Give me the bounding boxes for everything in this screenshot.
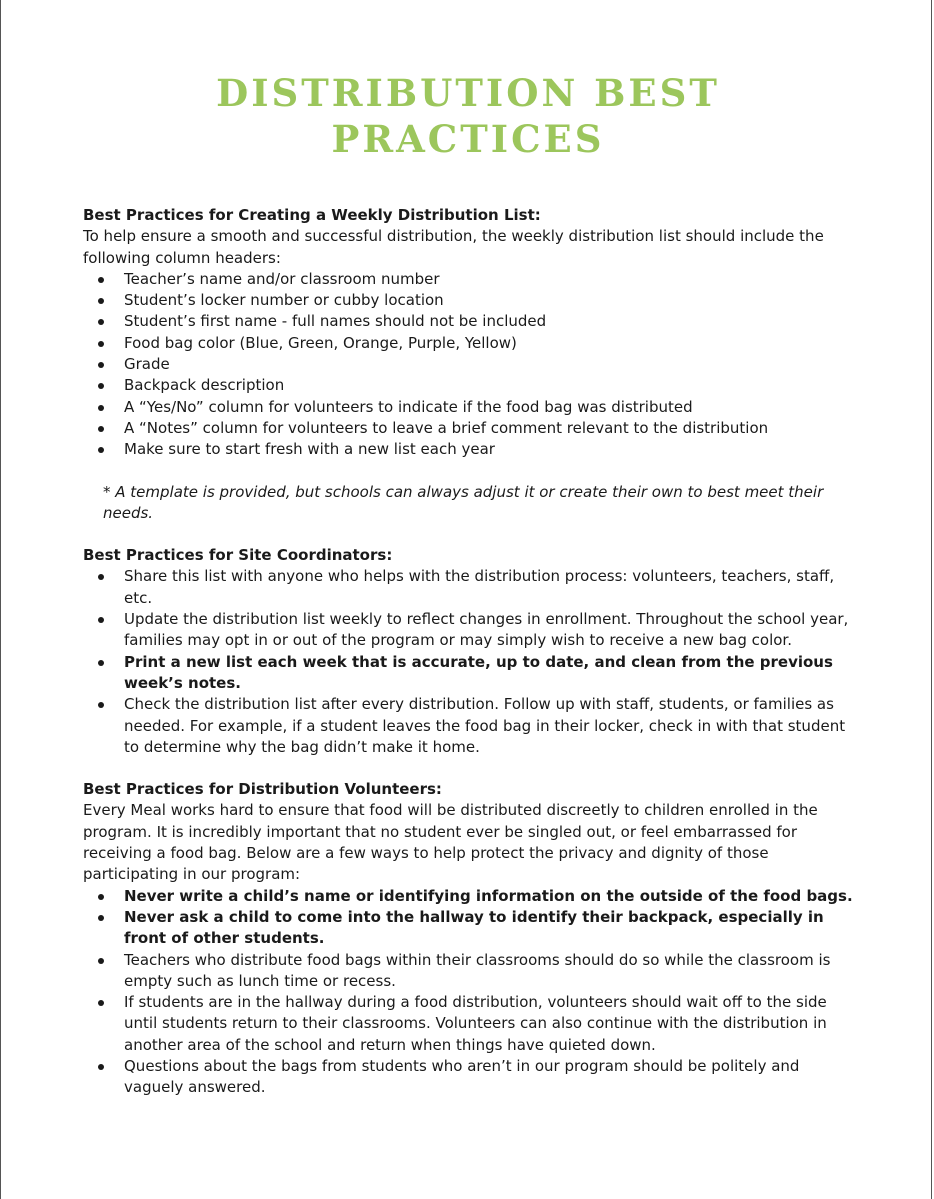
list-item: Share this list with anyone who helps with the distribution process: volunteers, teachers, staff, etc. xyxy=(124,566,863,609)
list-item: Check the distribution list after every distribution. Follow up with staff, students, or families as needed. For example, if a student leaves the food bag in their locker, check in with that student to determine why the bag didn’t make it home. xyxy=(124,694,863,758)
column-headers-list xyxy=(83,269,863,461)
site-coordinators-list xyxy=(83,566,863,758)
list-item: A “Yes/No” column for volunteers to indicate if the food bag was distributed xyxy=(124,397,863,418)
list-item: Food bag color (Blue, Green, Orange, Purple, Yellow) xyxy=(124,333,863,354)
list-item: Grade xyxy=(124,354,863,375)
list-item: Print a new list each week that is accurate, up to date, and clean from the previous week’s notes. xyxy=(124,652,863,695)
section-intro-volunteers: Every Meal works hard to ensure that food will be distributed discreetly to children enrolled in the program. It is incredibly important that no student ever be singled out, or feel embarrassed for receiving a food bag. Below are a few ways to help protect the privacy and dignity of those participating in our program: xyxy=(83,801,818,884)
volunteers-list xyxy=(83,886,863,1099)
list-item: Teachers who distribute food bags within their classrooms should do so while the classroom is empty such as lunch time or recess. xyxy=(124,950,863,993)
list-item: Backpack description xyxy=(124,375,863,396)
page-title-line-2: PRACTICES xyxy=(331,117,605,161)
list-item: Student’s locker number or cubby location xyxy=(124,290,863,311)
list-item: Student’s first name - full names should not be included xyxy=(124,311,863,332)
list-item: Never write a child’s name or identifying information on the outside of the food bags. xyxy=(124,886,863,907)
section-heading-site-coordinators: Best Practices for Site Coordinators: xyxy=(83,546,393,565)
section-spacer xyxy=(83,758,863,779)
list-item: A “Notes” column for volunteers to leave a brief comment relevant to the distribution xyxy=(124,418,863,439)
section-intro-distribution-list: To help ensure a smooth and successful distribution, the weekly distribution list should include the following column headers: xyxy=(83,227,824,267)
list-item: Never ask a child to come into the hallway to identify their backpack, especially in front of other students. xyxy=(124,907,863,950)
page-title xyxy=(1,70,934,162)
document-body xyxy=(83,205,863,1099)
list-item: Questions about the bags from students who aren’t in our program should be politely and vaguely answered. xyxy=(124,1056,863,1099)
list-item: Update the distribution list weekly to reflect changes in enrollment. Throughout the school year, families may opt in or out of the program or may simply wish to receive a new bag color. xyxy=(124,609,863,652)
section-heading-volunteers: Best Practices for Distribution Volunteers: xyxy=(83,780,442,799)
list-item: Make sure to start fresh with a new list each year xyxy=(124,439,863,460)
list-item: Teacher’s name and/or classroom number xyxy=(124,269,863,290)
section-heading-distribution-list: Best Practices for Creating a Weekly Distribution List: xyxy=(83,206,541,224)
page-title-line-1: DISTRIBUTION BEST xyxy=(216,71,720,115)
template-note: * A template is provided, but schools can always adjust it or create their own to best meet their needs. xyxy=(103,482,824,522)
list-item: If students are in the hallway during a food distribution, volunteers should wait off to the side until students return to their classrooms. Volunteers can also continue with the distribution in another area of the school and return when things have quieted down. xyxy=(124,992,863,1056)
